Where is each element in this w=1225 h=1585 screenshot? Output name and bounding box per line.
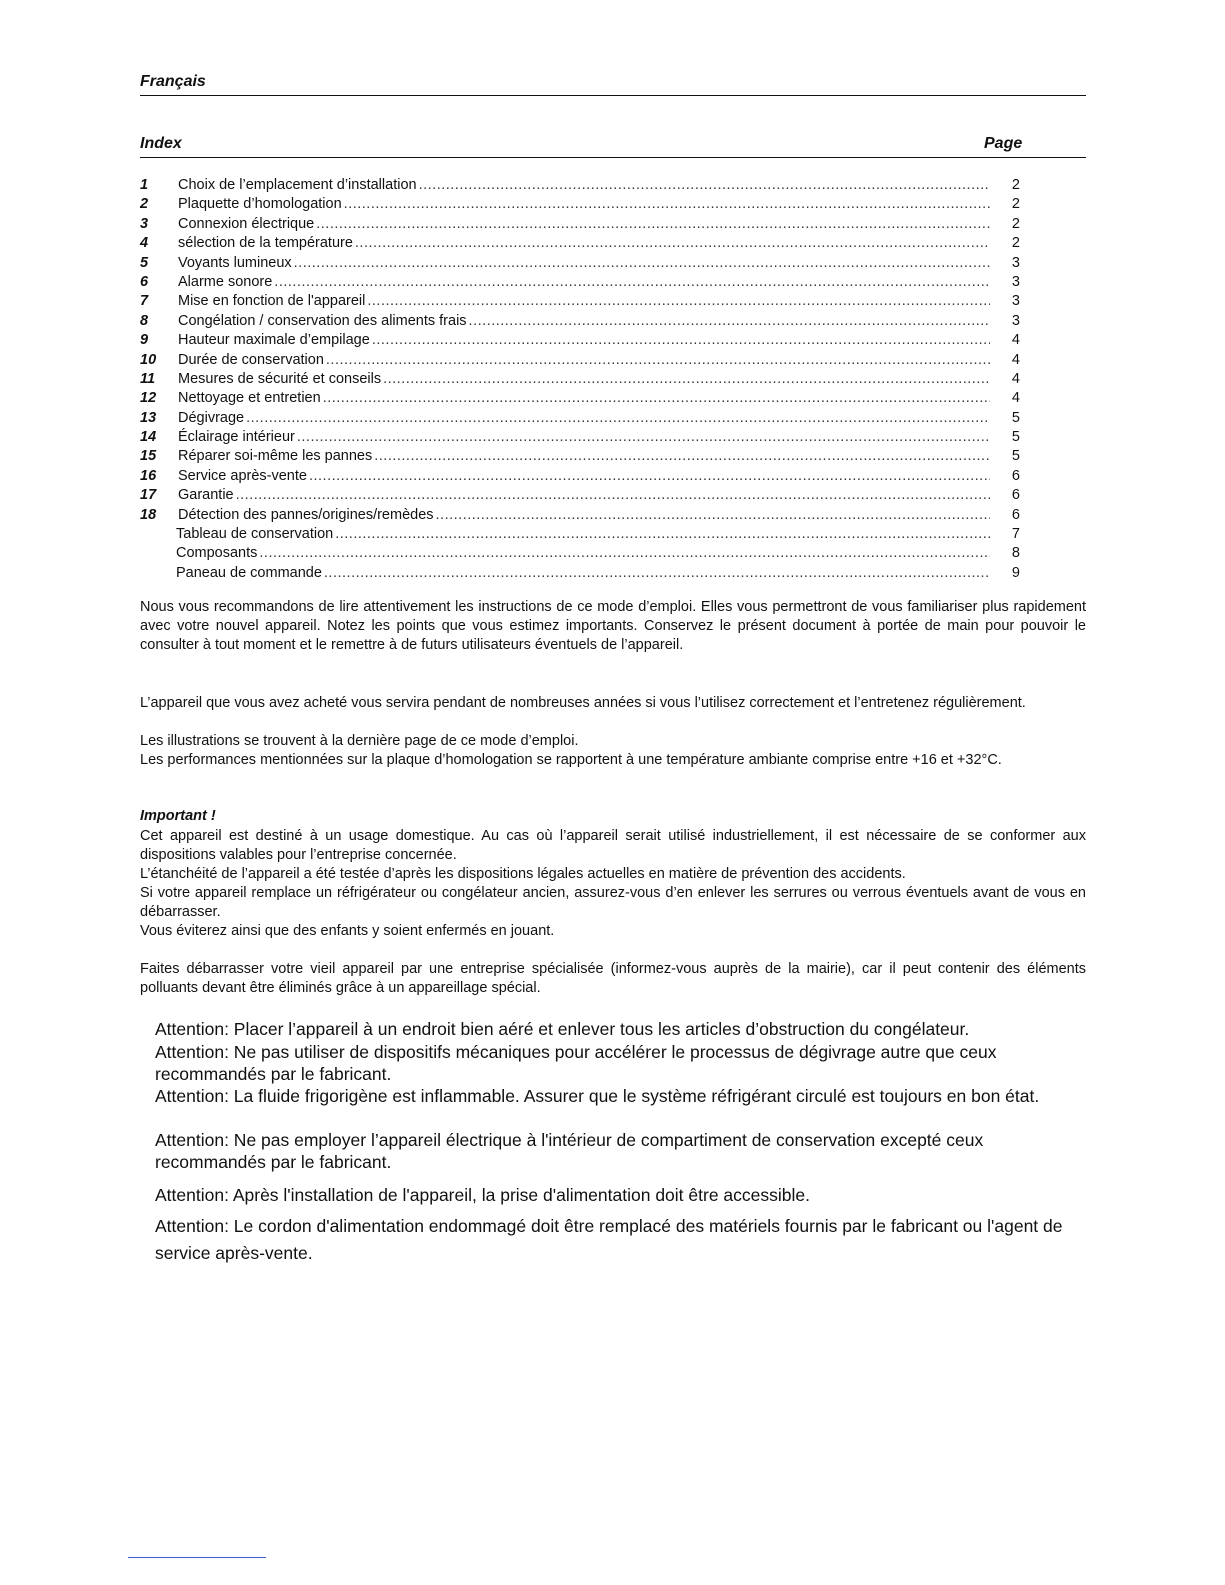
toc-page: 4	[1011, 390, 1020, 407]
toc-leader	[469, 312, 990, 331]
toc-number: 17	[140, 487, 157, 504]
toc-leader	[309, 467, 990, 486]
toc-leader	[236, 486, 990, 505]
toc-number: 16	[140, 467, 157, 484]
intro-paragraph: Nous vous recommandons de lire attentivement les instructions de ce mode d’emploi. Elles vous permettront de vous familiariser plus rapidement avec votre nouvel appareil. Notez les points que vous estimez importants. Conservez le présent document à portée de main pour pouvoir le consulter à tout moment et le remettre à de futurs utilisateurs éventuels de l’appareil.	[140, 599, 1086, 653]
toc-entry[interactable]	[140, 564, 1030, 583]
intro-paragraph: L’appareil que vous avez acheté vous servira pendant de nombreuses années si vous l’utilisez correctement et l’entretenez régulièrement.	[140, 695, 1026, 711]
toc-entry[interactable]	[140, 544, 1030, 563]
disposal-paragraph: Faites débarrasser votre vieil appareil par une entreprise spécialisée (informez-vous auprès de la mairie), car il peut contenir des éléments polluants devant être éliminés grâce à un appareillage spécial.	[140, 961, 1086, 996]
toc-label: Mise en fonction de l'appareil	[178, 293, 366, 310]
toc-entry[interactable]	[140, 331, 1030, 350]
toc-entry[interactable]	[140, 215, 1030, 234]
toc-entry[interactable]	[140, 273, 1030, 292]
toc-page: 3	[1011, 254, 1020, 271]
toc-page: 6	[1011, 487, 1020, 504]
toc-label: Éclairage intérieur	[178, 429, 295, 446]
intro-paragraph: Les illustrations se trouvent à la dernière page de ce mode d’emploi.	[140, 733, 579, 749]
attention-note: Attention: Le cordon d'alimentation endommagé doit être remplacé des matériels fournis par le fabricant ou l'agent de service après-vente.	[155, 1216, 1063, 1263]
toc-leader	[419, 176, 990, 195]
toc-leader	[355, 234, 990, 253]
index-page-label: Page	[984, 135, 1023, 152]
toc-entry[interactable]	[140, 467, 1030, 486]
toc-number: 6	[140, 273, 149, 290]
toc-entry[interactable]	[140, 447, 1030, 466]
toc-entry[interactable]	[140, 525, 1030, 544]
attention-note: Attention: La fluide frigorigène est inflammable. Assurer que le système réfrigérant circulé est toujours en bon état.	[155, 1086, 1040, 1106]
toc-label: Mesures de sécurité et conseils	[178, 370, 382, 387]
toc-label: Paneau de commande	[176, 564, 322, 581]
toc-number: 7	[140, 293, 149, 310]
toc-label: Connexion électrique	[178, 215, 315, 232]
toc-entry[interactable]	[140, 428, 1030, 447]
important-paragraph: Si votre appareil remplace un réfrigérateur ou congélateur ancien, assurez-vous d’en enlever les serrures ou verrous éventuels avant de vous en débarrasser.	[140, 885, 1086, 920]
toc-page: 4	[1011, 370, 1020, 387]
toc-page: 3	[1011, 293, 1020, 310]
toc-page: 3	[1011, 273, 1020, 290]
important-paragraph: Cet appareil est destiné à un usage domestique. Au cas où l’appareil serait utilisé industriellement, il est nécessaire de se conformer aux dispositions valables pour l’entreprise concernée.	[140, 828, 1086, 863]
toc-leader	[383, 370, 990, 389]
header-rule	[140, 95, 1086, 96]
attention-note: Attention: Après l'installation de l'appareil, la prise d'alimentation doit être accessible.	[155, 1185, 810, 1205]
toc-leader	[326, 351, 990, 370]
toc-leader	[436, 506, 990, 525]
toc-page: 2	[1011, 235, 1020, 252]
toc-page: 6	[1011, 506, 1020, 523]
toc-number: 1	[140, 177, 149, 193]
toc-number: 13	[140, 409, 157, 426]
toc-leader	[323, 389, 990, 408]
toc-label: Service après-vente	[178, 467, 307, 484]
toc-number: 9	[140, 332, 149, 349]
toc-leader	[294, 254, 990, 273]
toc-leader	[316, 215, 990, 234]
toc-entry[interactable]	[140, 195, 1030, 214]
index-title: Index	[140, 135, 182, 152]
toc-number: 5	[140, 254, 149, 271]
toc-leader	[335, 525, 990, 544]
toc-number: 18	[140, 506, 157, 523]
toc-number: 8	[140, 312, 149, 329]
toc-label: Voyants lumineux	[178, 254, 292, 271]
toc-label: Choix de l’emplacement d’installation	[178, 177, 417, 193]
index-header	[140, 135, 1086, 157]
important-paragraph: L’étanchéité de l’appareil a été testée d’après les dispositions légales actuelles en matière de prévention des accidents.	[140, 866, 906, 882]
toc-leader	[344, 195, 990, 214]
attention-note: Attention: Ne pas employer l’appareil électrique à l'intérieur de compartiment de conservation excepté ceux recommandés par le fabricant.	[155, 1130, 984, 1172]
toc-page: 6	[1011, 467, 1020, 484]
toc-entry[interactable]	[140, 506, 1030, 525]
toc-page: 5	[1011, 448, 1020, 465]
toc-entry[interactable]	[140, 486, 1030, 505]
toc-label: Nettoyage et entretien	[178, 390, 321, 407]
toc-label: Hauteur maximale d’empilage	[178, 332, 370, 349]
toc-label: Composants	[176, 545, 258, 562]
toc-number: 11	[140, 370, 156, 387]
important-paragraph: Vous éviterez ainsi que des enfants y soient enfermés en jouant.	[140, 923, 555, 939]
toc-entry[interactable]	[140, 389, 1030, 408]
toc-label: Congélation / conservation des aliments frais	[178, 312, 467, 329]
toc-label: sélection de la température	[178, 235, 353, 252]
attention-note: Attention: Placer l’appareil à un endroit bien aéré et enlever tous les articles d’obstruction du congélateur.	[155, 1019, 970, 1039]
toc-page: 4	[1011, 332, 1020, 349]
toc-leader	[246, 409, 990, 428]
toc-page: 7	[1011, 526, 1020, 543]
toc-label: Durée de conservation	[178, 351, 324, 368]
intro-paragraph: Les performances mentionnées sur la plaque d’homologation se rapportent à une température ambiante comprise entre +16 et +32°C.	[140, 752, 1002, 768]
toc-leader	[259, 544, 990, 563]
toc-entry[interactable]	[140, 370, 1030, 389]
toc-label: Dégivrage	[178, 409, 245, 426]
toc-label: Tableau de conservation	[176, 526, 334, 543]
toc-page: 8	[1011, 545, 1020, 562]
toc-page: 5	[1011, 429, 1020, 446]
toc-entry[interactable]	[140, 292, 1030, 311]
toc-number: 3	[140, 215, 149, 232]
toc-leader	[297, 428, 990, 447]
toc-number: 14	[140, 429, 157, 446]
toc-leader	[374, 447, 990, 466]
toc-number: 10	[140, 351, 157, 368]
toc-entry[interactable]	[140, 312, 1030, 331]
toc-leader	[367, 292, 990, 311]
toc-label: Réparer soi-même les pannes	[178, 448, 373, 465]
important-heading: Important !	[140, 808, 216, 824]
toc-number: 4	[140, 235, 149, 252]
toc-label: Plaquette d’homologation	[178, 196, 342, 213]
attention-note: Attention: Ne pas utiliser de dispositifs mécaniques pour accélérer le processus de dégivrage autre que ceux recommandés par le fabricant.	[155, 1042, 997, 1084]
toc-leader	[372, 331, 990, 350]
toc-page: 3	[1011, 312, 1020, 329]
toc-number: 12	[140, 390, 157, 407]
toc-entry[interactable]	[140, 234, 1030, 253]
index-rule	[140, 157, 1086, 158]
toc-entry[interactable]	[140, 254, 1030, 273]
footnote-separator	[128, 1557, 266, 1558]
toc-leader	[324, 564, 990, 583]
toc-page: 2	[1011, 196, 1020, 213]
toc-label: Détection des pannes/origines/remèdes	[178, 506, 434, 523]
table-of-contents	[140, 176, 1030, 583]
toc-page: 9	[1011, 564, 1020, 581]
toc-number: 2	[140, 196, 149, 213]
toc-entry[interactable]	[140, 351, 1030, 370]
toc-page: 2	[1011, 215, 1020, 232]
toc-label: Alarme sonore	[178, 273, 273, 290]
toc-label: Garantie	[178, 487, 234, 504]
toc-page: 4	[1011, 351, 1020, 368]
toc-number: 15	[140, 448, 157, 465]
language-heading: Français	[140, 73, 206, 90]
toc-page: 5	[1011, 409, 1020, 426]
toc-page: 2	[1011, 177, 1020, 193]
toc-entry[interactable]	[140, 176, 1030, 195]
toc-entry[interactable]	[140, 409, 1030, 428]
toc-leader	[274, 273, 990, 292]
